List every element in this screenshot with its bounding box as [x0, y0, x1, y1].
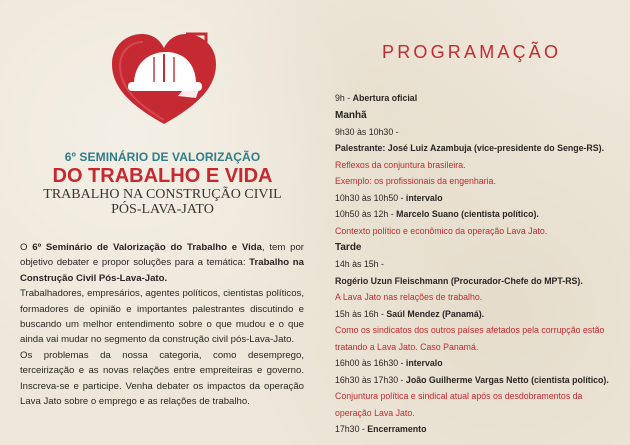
- programacao-title: PROGRAMAÇÃO: [382, 42, 562, 62]
- about-paragraph-3: Os problemas da nossa categoria, como desemprego, terceirização e as novas relações entre empreiteiras e governo. Inscreva-se e participe. Venha debater os impactos da operação Lava Jato sobre o emprego e as relações de trabalho.: [20, 349, 304, 408]
- seminar-title-block: [30, 150, 295, 217]
- about-text: [20, 240, 304, 409]
- seminar-edition: 6º SEMINÁRIO DE VALORIZAÇÃO: [64, 150, 261, 164]
- seminar-name: DO TRABALHO E VIDA: [52, 165, 273, 187]
- about-p1-text: O: [20, 242, 33, 253]
- seminar-theme: TRABALHO NA CONSTRUÇÃO CIVIL: [43, 187, 282, 202]
- schedule-topic: Contexto político e econômico da operação Lava Jato.: [335, 225, 548, 236]
- schedule-item: 16h30 às 17h30 - João Guilherme Vargas Netto (cientista político).: [335, 374, 609, 385]
- about-p1-bold-name: 6º Seminário de Valorização do Trabalho e Vida: [32, 242, 262, 253]
- section-tarde: Tarde: [335, 242, 362, 253]
- schedule-item: 15h às 16h - Saúl Mendez (Panamá).: [335, 308, 485, 319]
- schedule-list: [335, 90, 615, 438]
- heart-helmet-logo-icon: [108, 24, 220, 134]
- schedule-topic: Exemplo: os profissionais da engenharia.: [335, 176, 496, 186]
- schedule-item: 10h30 às 10h50 - intervalo: [335, 192, 443, 203]
- seminar-subtheme: PÓS-LAVA-JATO: [111, 202, 214, 217]
- about-paragraph-1: [20, 240, 304, 286]
- schedule-item: 9h - Abertura oficial: [335, 93, 418, 103]
- about-paragraph-2: Trabalhadores, empresários, agentes políticos, cientistas políticos, formadores de opinião e importantes palestrantes discutindo e buscando um melhor entendimento sobre o que mudou e o que ainda vai mudar no segmento da construção civil pós-Lava-Jato.: [20, 288, 304, 346]
- schedule-item: 14h às 15h -: [335, 259, 384, 269]
- schedule-item: 9h30 às 10h30 -: [335, 126, 399, 137]
- schedule-topic: Como os sindicatos dos outros países afetados pela corrupção estão tratando a Lava Jato. Caso Panamá.: [335, 325, 605, 352]
- schedule-topic: Reflexos da conjuntura brasileira.: [335, 159, 466, 170]
- schedule-item: 16h00 às 16h30 - intervalo: [335, 358, 443, 368]
- about-p1-bold-theme: Trabalho na Construção Civil Pós-Lava-Jato.: [20, 257, 304, 284]
- schedule-item: 17h30 - Encerramento: [335, 424, 427, 434]
- schedule-item: Rogério Uzun Fleischmann (Procurador-Chefe do MPT-RS).: [335, 275, 583, 286]
- schedule-item: 10h50 às 12h - Marcelo Suano (cientista político).: [335, 209, 539, 219]
- logo-graphic: [108, 24, 220, 134]
- schedule-topic: A Lava Jato nas relações de trabalho.: [335, 292, 483, 302]
- about-p1-text-2: , tem por objetivo debater e propor soluções para a temática:: [20, 242, 304, 269]
- schedule-topic: Conjuntura política e sindical atual após os desdobramentos da operação Lava Jato.: [335, 391, 583, 418]
- schedule-item: Palestrante: José Luiz Azambuja (vice-presidente do Senge-RS).: [335, 143, 605, 153]
- section-manha: Manhã: [335, 109, 367, 121]
